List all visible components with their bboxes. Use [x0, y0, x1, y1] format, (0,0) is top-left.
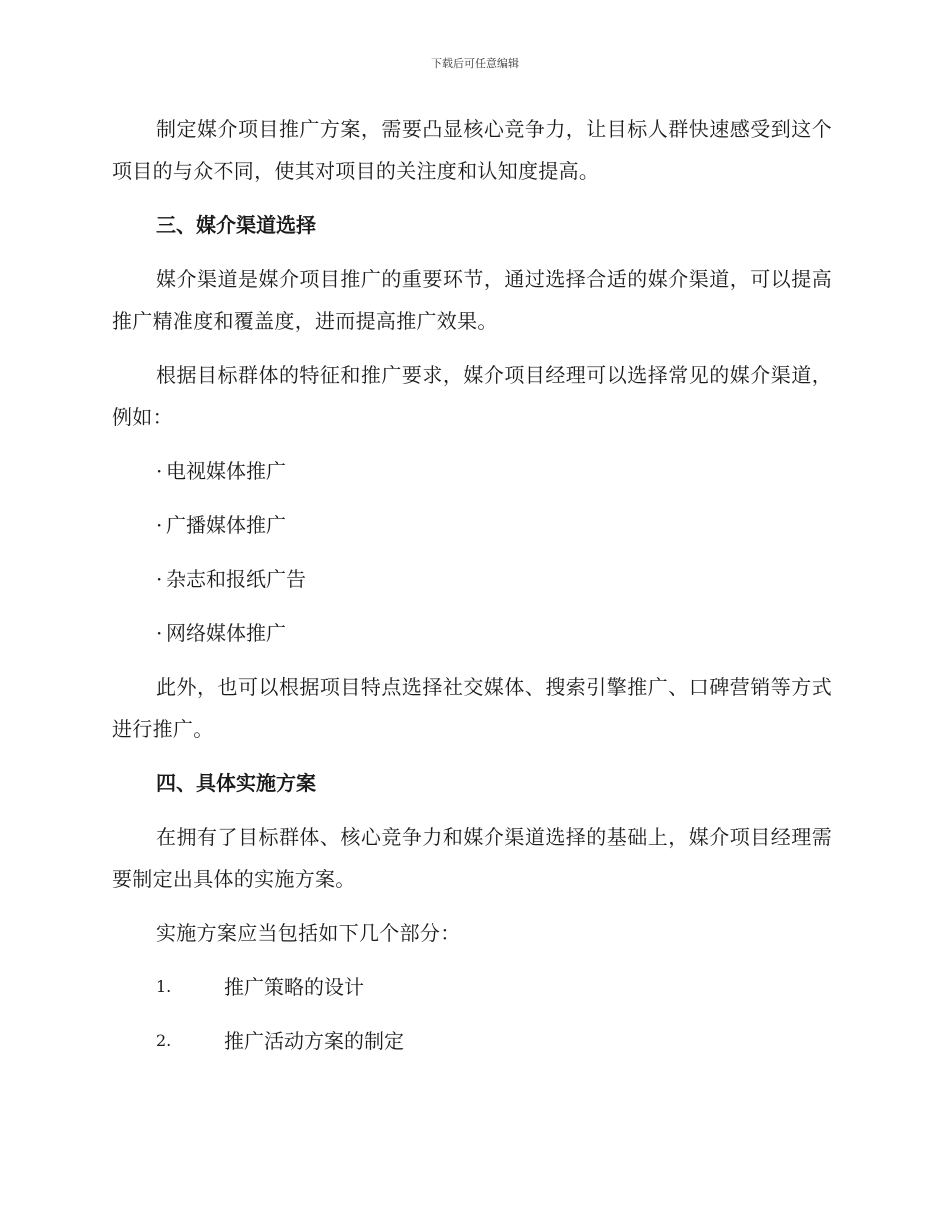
paragraph-core-competitiveness: 制定媒介项目推广方案，需要凸显核心竞争力，让目标人群快速感受到这个项目的与众不同，使其对项目的关注度和认知度提高。 [112, 117, 832, 183]
section-heading-media-channel: 三、媒介渠道选择 [156, 213, 316, 237]
bullet-marker: · [156, 621, 163, 645]
numbered-item-text: 推广活动方案的制定 [224, 1029, 404, 1053]
paragraph-other-channels: 此外，也可以根据项目特点选择社交媒体、搜索引擎推广、口碑营销等方式进行推广。 [112, 675, 832, 741]
list-item-text: 广播媒体推广 [166, 513, 286, 537]
paragraph-implementation-parts: 实施方案应当包括如下几个部分： [156, 921, 461, 945]
list-item [112, 612, 832, 654]
paragraph-media-channel-intro: 媒介渠道是媒介项目推广的重要环节，通过选择合适的媒介渠道，可以提高推广精准度和覆盖度，进而提高推广效果。 [112, 267, 832, 333]
document-body [112, 108, 832, 1074]
bullet-marker: · [156, 459, 163, 483]
numbered-item [112, 1020, 832, 1062]
page-header: 下载后可任意编辑 [431, 57, 519, 70]
numbered-item-number: 2. [156, 1031, 172, 1050]
list-item [112, 504, 832, 546]
bullet-marker: · [156, 567, 163, 591]
list-item-text: 网络媒体推广 [166, 621, 286, 645]
numbered-item [112, 966, 832, 1008]
paragraph-media-channel-examples: 根据目标群体的特征和推广要求，媒介项目经理可以选择常见的媒介渠道，例如： [112, 363, 832, 429]
list-item-text: 电视媒体推广 [166, 459, 286, 483]
list-item [112, 450, 832, 492]
paragraph-implementation-intro: 在拥有了目标群体、核心竞争力和媒介渠道选择的基础上，媒介项目经理需要制定出具体的实施方案。 [112, 825, 832, 891]
numbered-item-number: 1. [156, 977, 172, 996]
list-item-text: 杂志和报纸广告 [166, 567, 306, 591]
section-heading-implementation: 四、具体实施方案 [156, 771, 316, 795]
bullet-marker: · [156, 513, 163, 537]
list-item [112, 558, 832, 600]
numbered-item-text: 推广策略的设计 [224, 975, 364, 999]
